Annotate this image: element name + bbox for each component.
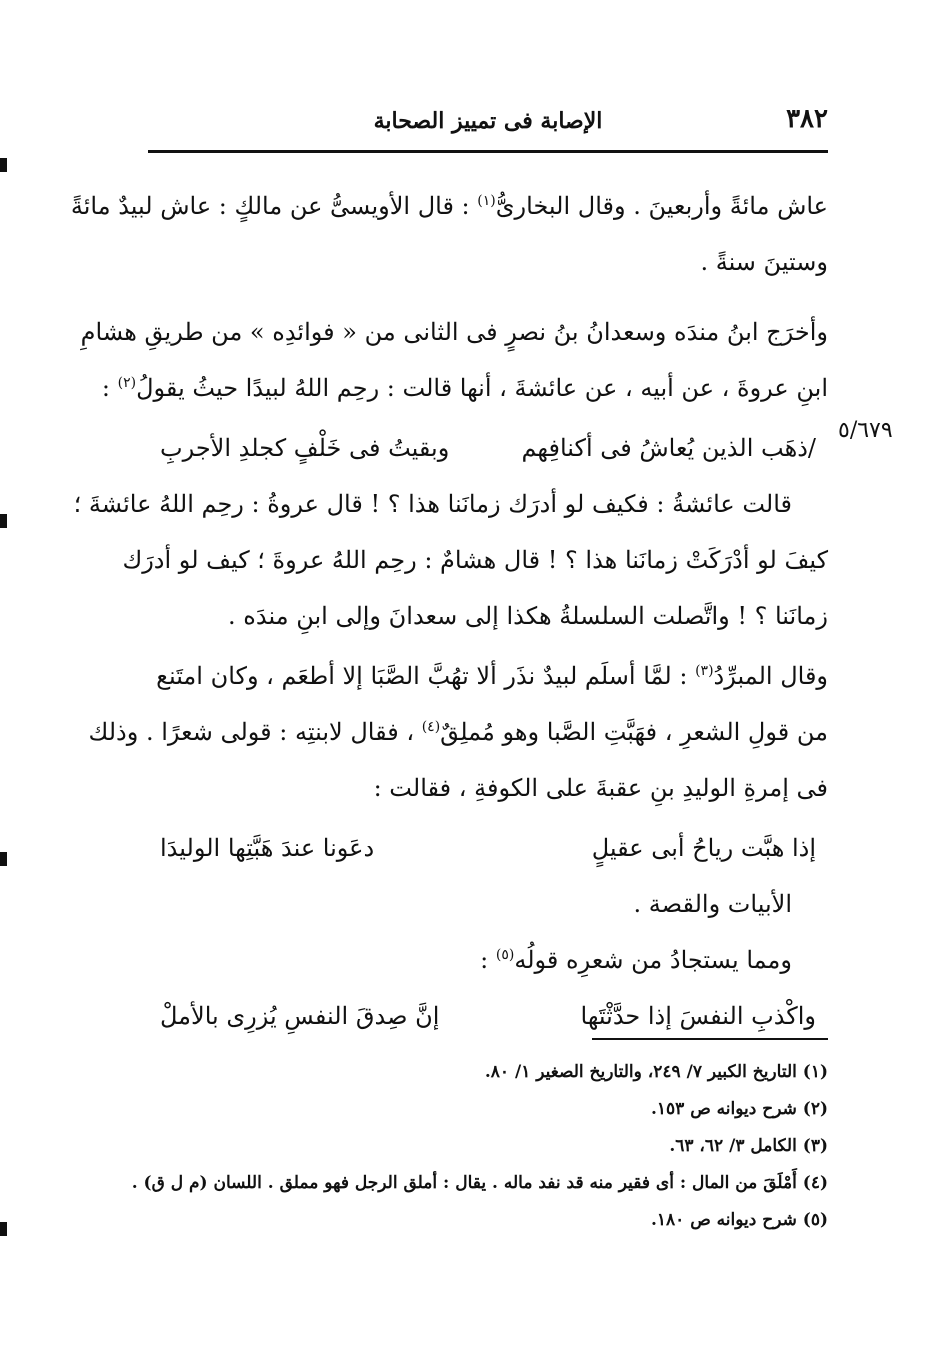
text-line: فى إمرةِ الوليدِ بنِ عقبةَ على الكوفةِ ، فقالت :: [373, 774, 828, 802]
footnote-1: (١) التاريخ الكبير ٧/ ٢٤٩، والتاريخ الصغير ١/ ٨٠.: [484, 1062, 828, 1082]
header-rule: [148, 150, 828, 153]
footnote-marker: (١): [477, 193, 496, 209]
text-segment: :: [101, 374, 118, 402]
scan-edge-mark: [0, 1222, 7, 1236]
footnote-marker: (٢): [117, 375, 137, 391]
verse-2: [148, 820, 828, 876]
text-line: زمانَنا ؟ ! واتَّصلت السلسلةُ هكذا إلى سعدانَ وإلى ابنِ مندَه .: [228, 602, 828, 630]
main-text: [70, 178, 828, 1044]
footnote-4: (٤) أَمْلَقَ من المال : أى فقير منه قد نفد ماله . يقال : أملق الرجل فهو مملق . اللسان (م ل ق) .: [131, 1173, 828, 1193]
text-line: [101, 360, 828, 416]
paragraph-2: [80, 304, 828, 416]
paragraph-3: [73, 476, 828, 532]
text-line: وستينَ سنةً .: [700, 248, 828, 276]
text-segment: ، فقال لابنتِه : قولى شعرًا . وذلك: [88, 718, 422, 746]
scan-edge-mark: [0, 158, 7, 172]
footnotes: [131, 1054, 828, 1239]
verse-second-hemistich: إنَّ صِدقَ النفسِ يُزرِى بالأملْ: [160, 1002, 440, 1030]
page-number: ٣٨٢: [786, 104, 828, 134]
paragraph-6: [148, 932, 828, 988]
text-line: [148, 648, 828, 704]
text-line: قالت عائشةُ : فكيف لو أدرَك زمانَنا هذا ؟ ! قال عروةُ : رحِم اللهُ عائشةَ ؛: [73, 490, 792, 518]
verse-first-hemistich: /ذهَب الذين يُعاشُ فى أكنافِهم: [521, 434, 816, 462]
paragraph-4: [88, 648, 828, 816]
text-line: [88, 704, 828, 760]
text-line: [70, 178, 828, 234]
page-header: [148, 104, 828, 144]
footnote-3: (٣) الكامل ٣/ ٦٢، ٦٣.: [669, 1136, 828, 1156]
paragraph-3-continued: [122, 532, 828, 644]
verse-first-hemistich: واكْذبِ النفسَ إذا حدَّثْتَها: [580, 1002, 816, 1030]
verse-1: [148, 420, 828, 476]
text-line: وأخرَج ابنُ مندَه وسعدانُ بنُ نصرٍ فى الثانى من « فوائدِه » من طريقِ هشامِ: [80, 318, 828, 346]
footnote-5: (٥) شرح ديوانه ص ١٨٠.: [650, 1210, 828, 1230]
verse-first-hemistich: إذا هبَّت رياحُ أبى عقيلٍ: [591, 834, 816, 862]
footnote-marker: (٣): [695, 663, 714, 679]
text-line: [148, 932, 792, 988]
text-segment: ابنِ عروةَ ، عن أبيه ، عن عائشةَ ، أنها قالت : رحِم اللهُ لبيدًا حيثُ يقولُ: [136, 374, 828, 402]
scan-edge-mark: [0, 852, 7, 866]
paragraph-5: [148, 876, 828, 932]
verse-3: [148, 988, 828, 1044]
footnote-marker: (٥): [495, 947, 515, 963]
text-segment: عاش مائةً وأربعينَ . وقال البخارىُّ: [495, 192, 828, 220]
text-line: كيفَ لو أدْرَكَتْ زمانَنا هذا ؟ ! قال هشامٌ : رحِم اللهُ عروةَ ؛ كيف لو أدرَك: [122, 546, 828, 574]
text-segment: من قولِ الشعرِ ، فهَبَّتِ الصَّبا وهو مُملِقٌ: [440, 718, 828, 746]
text-segment: :: [480, 946, 496, 974]
text-segment: : قال الأويسىُّ عن مالكٍ : عاش لبيدٌ مائةً: [70, 192, 478, 220]
scan-edge-mark: [0, 514, 7, 528]
running-title: الإصابة فى تمييز الصحابة: [373, 108, 603, 134]
paragraph-1: [70, 178, 828, 290]
text-segment: وقال المبرِّدُ: [713, 662, 828, 690]
footnote-rule: [592, 1038, 828, 1040]
text-segment: : لمَّا أسلَم لبيدٌ نذَر ألا تهُبَّ الصَّبَا إلا أطعَم ، وكان امتَنع: [156, 662, 696, 690]
text-segment: ومما يستجادُ من شعرِه قولُه: [514, 946, 792, 974]
footnote-marker: (٤): [421, 719, 441, 735]
footnote-2: (٢) شرح ديوانه ص ١٥٣.: [650, 1099, 828, 1119]
verse-second-hemistich: دعَونا عندَ هَبَّتِها الوليدَا: [160, 834, 375, 862]
text-line: الأبيات والقصة .: [633, 890, 792, 918]
verse-second-hemistich: وبقيتُ فى خَلْفٍ كجلدِ الأجربِ: [160, 434, 450, 462]
margin-reference: ٥/٦٧٩: [838, 418, 893, 443]
